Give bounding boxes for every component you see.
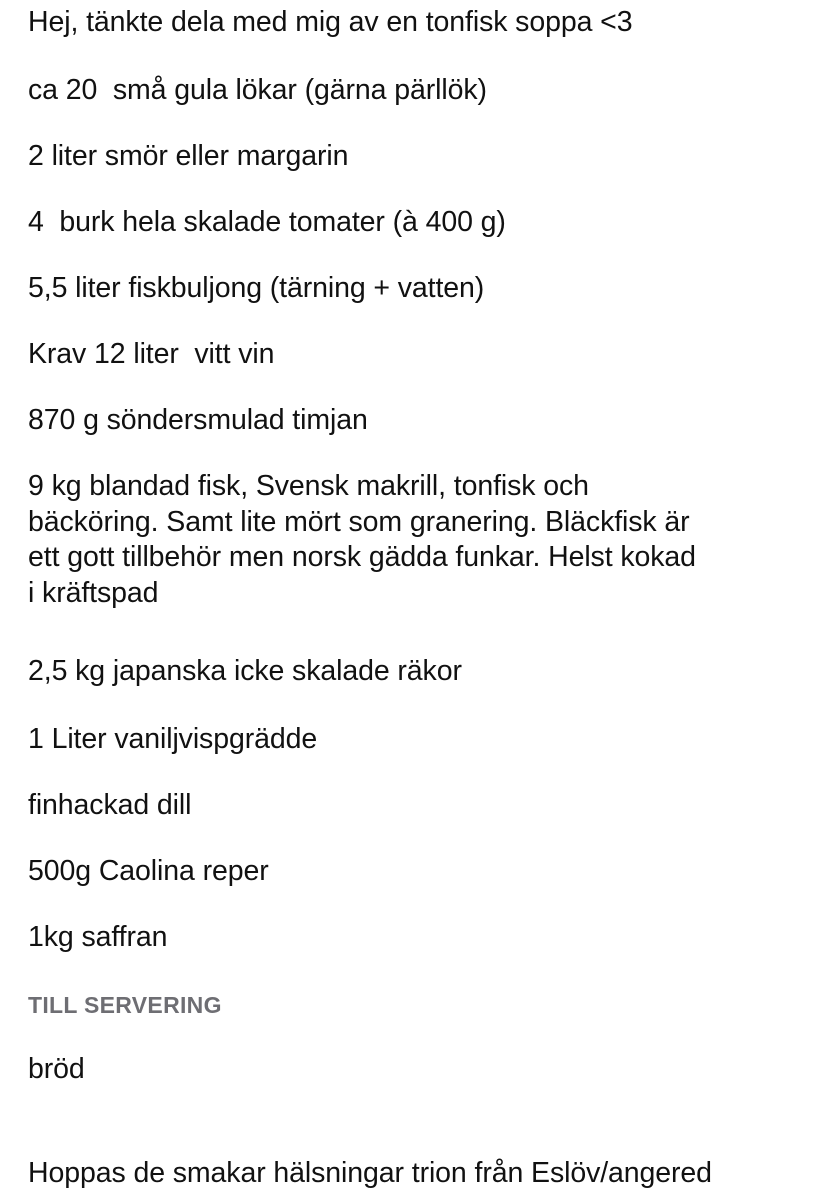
ingredient-line: 1kg saffran bbox=[28, 921, 168, 953]
ingredient-line: ca 20 små gula lökar (gärna pärllök) bbox=[28, 74, 487, 106]
ingredient-line: 5,5 liter fiskbuljong (tärning + vatten) bbox=[28, 272, 485, 304]
ingredient-line: Krav 12 liter vitt vin bbox=[28, 338, 275, 370]
ingredient-line: 4 burk hela skalade tomater (à 400 g) bbox=[28, 206, 506, 238]
fish-paragraph bbox=[28, 469, 696, 611]
fish-paragraph-line: bäcköring. Samt lite mört som granering. Bläckfisk är bbox=[28, 505, 690, 538]
serving-item: bröd bbox=[28, 1053, 85, 1085]
ingredient-line: 1 Liter vaniljvispgrädde bbox=[28, 723, 318, 755]
intro-text: Hej, tänkte dela med mig av en tonfisk soppa <3 bbox=[28, 6, 633, 38]
ingredient-line: 2 liter smör eller margarin bbox=[28, 140, 349, 172]
serving-heading: TILL SERVERING bbox=[28, 992, 222, 1018]
ingredient-line: finhackad dill bbox=[28, 789, 192, 821]
ingredient-line: 500g Caolina reper bbox=[28, 855, 269, 887]
closing-text: Hoppas de smakar hälsningar trion från Eslöv/angered bbox=[28, 1157, 712, 1189]
fish-paragraph-line: 9 kg blandad fisk, Svensk makrill, tonfisk och bbox=[28, 470, 589, 502]
fish-paragraph-line: ett gott tillbehör men norsk gädda funkar. Helst kokad bbox=[28, 541, 696, 573]
ingredient-line: 2,5 kg japanska icke skalade räkor bbox=[28, 655, 462, 687]
fish-paragraph-line: i kräftspad bbox=[28, 576, 159, 609]
ingredient-line: 870 g söndersmulad timjan bbox=[28, 404, 368, 436]
